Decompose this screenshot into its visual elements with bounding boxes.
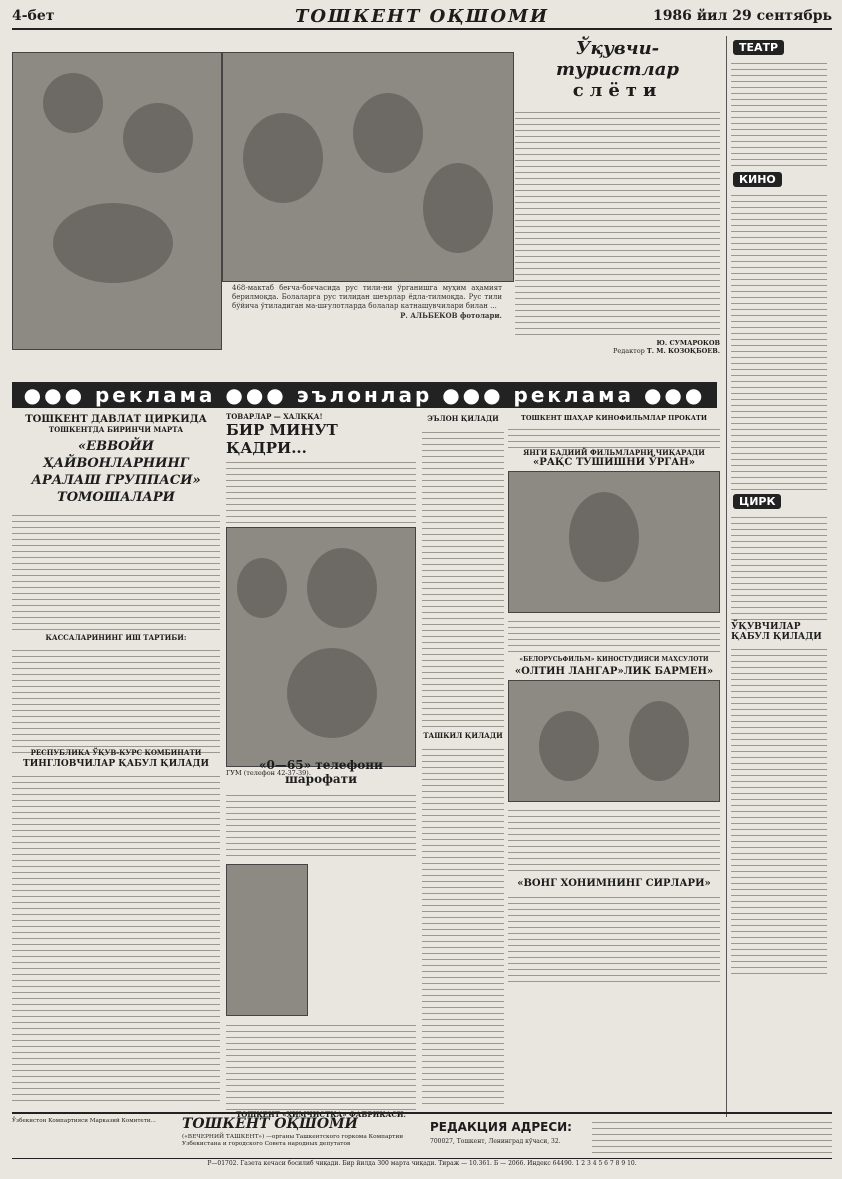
right-column: ТЕАТР КИНО ЦИРК ЎҚУВЧИЛАР ҚАБУЛ ҚИЛАДИ [726, 36, 831, 1129]
photo-children-class [222, 52, 514, 282]
footer-address: 700027, Тошкент, Ленинград кўчаси, 32. [430, 1138, 561, 1145]
top-article: Ўқувчи-туристлар слёти Ю. СУМАРОКОВ Редактор Т. М. КОЗОҚБОЕВ. [515, 38, 720, 378]
photo-children-exercise [12, 52, 222, 350]
cinema-ad: ТОШКЕНТ ШАҲАР КИНОФИЛЬМЛАР ПРОКАТИ ЯНГИ БАДИИЙ ФИЛЬМЛАРНИ ЧИҚАРАДИ «РАҚС ТУШИШНИ ЎРГАН» «БЕЛОРУСЬФИЛЬМ» КИНОСТУДИЯСИ МАҲСУЛОТИ «ОЛТИН ЛАНГАР»ЛИК БАРМЕН» «ВОНГ ХОНИМНИНГ СИРЛАРИ» [508, 414, 720, 1104]
photo-film-1 [508, 471, 720, 613]
footer-phones [592, 1117, 832, 1155]
footer-paper-title: ТОШКЕНТ ОҚШОМИ [182, 1116, 358, 1132]
article-title-2: слёти [572, 80, 663, 101]
reklama-banner: ●●● реклама ●●● эълонлар ●●● реклама ●●● [12, 382, 717, 408]
article-title: Ўқувчи-туристлар [556, 38, 679, 80]
page-number: 4-бет [12, 8, 55, 24]
footer-redaction: РЕДАКЦИЯ АДРЕСИ: [430, 1120, 572, 1134]
footer-left: Ўзбекистон Компартияси Марказий Комитети... [12, 1118, 156, 1124]
masthead [12, 6, 832, 30]
middle-ads: ЭЪЛОН ҚИЛАДИ ТАШКИЛ ҚИЛАДИ [422, 414, 504, 1104]
phone-ad: «0—65» телефони шарофати ТОШКЕНТ «ХИМЧИСТКА» ФАБРИКАСИ. [226, 758, 416, 1103]
circus-ad: ТОШКЕНТ ДАВЛАТ ЦИРКИДА ТОШКЕНТДА БИРИНЧИ МАРТА «ЕВВОЙИ ҲАЙВОНЛАРНИНГ АРАЛАШ ГРУППАСИ» ТОМОШАЛАРИ КАССАЛАРИНИНГ ИШ ТАРТИБИ: [12, 414, 220, 744]
newspaper-title: ТОШКЕНТ ОҚШОМИ [294, 6, 550, 27]
recruit-ad: РЕСПУБЛИКА ЎҚУВ-КУРС КОМБИНАТИ ТИНГЛОВЧИЛАР ҚАБУЛ ҚИЛАДИ [12, 748, 220, 1108]
circus-badge: ЦИРК [733, 494, 781, 509]
imprint-line: Р—01702. Газета кечаси босилиб чиқади. Бир йилда 300 марта чиқади. Тираж — 10.361. Б — 2066. Индекс 64490. 1 2 3 4 5 6 7 8 9 10. [207, 1160, 637, 1167]
footer [12, 1112, 832, 1159]
photo-laundry [226, 864, 308, 1016]
photo-caption: 468-мактаб беғча-боғчасида рус тили-ни ўрганишга муҳим аҳамият берилмоқда. Болаларга рус тилидан шеърлар ёдла-тилмоқда. Рус тили бўйича ўтиладиган ма-шғулотларда болалар катнашувчилари билан ... Р. АЛЬБЕКОВ фотолари. [232, 284, 502, 320]
theatre-badge: ТЕАТР [733, 40, 784, 55]
cinema-badge: КИНО [733, 172, 782, 187]
photo-film-2 [508, 680, 720, 802]
footer-paper-sub: («ВЕЧЕРНИЙ ТАШКЕНТ») —органы Ташкентского горкома Компартии Узбекистана и городского Совета народных депутатов [182, 1134, 404, 1147]
minute-ad: ТОВАРЛАР — ХАЛҚҚА! БИР МИНУТ ҚАДРИ... ГУМ (телефон 42-37-39). [226, 412, 416, 752]
issue-date: 1986 йил 29 сентябрь [652, 8, 832, 24]
photo-clocks [226, 527, 416, 767]
